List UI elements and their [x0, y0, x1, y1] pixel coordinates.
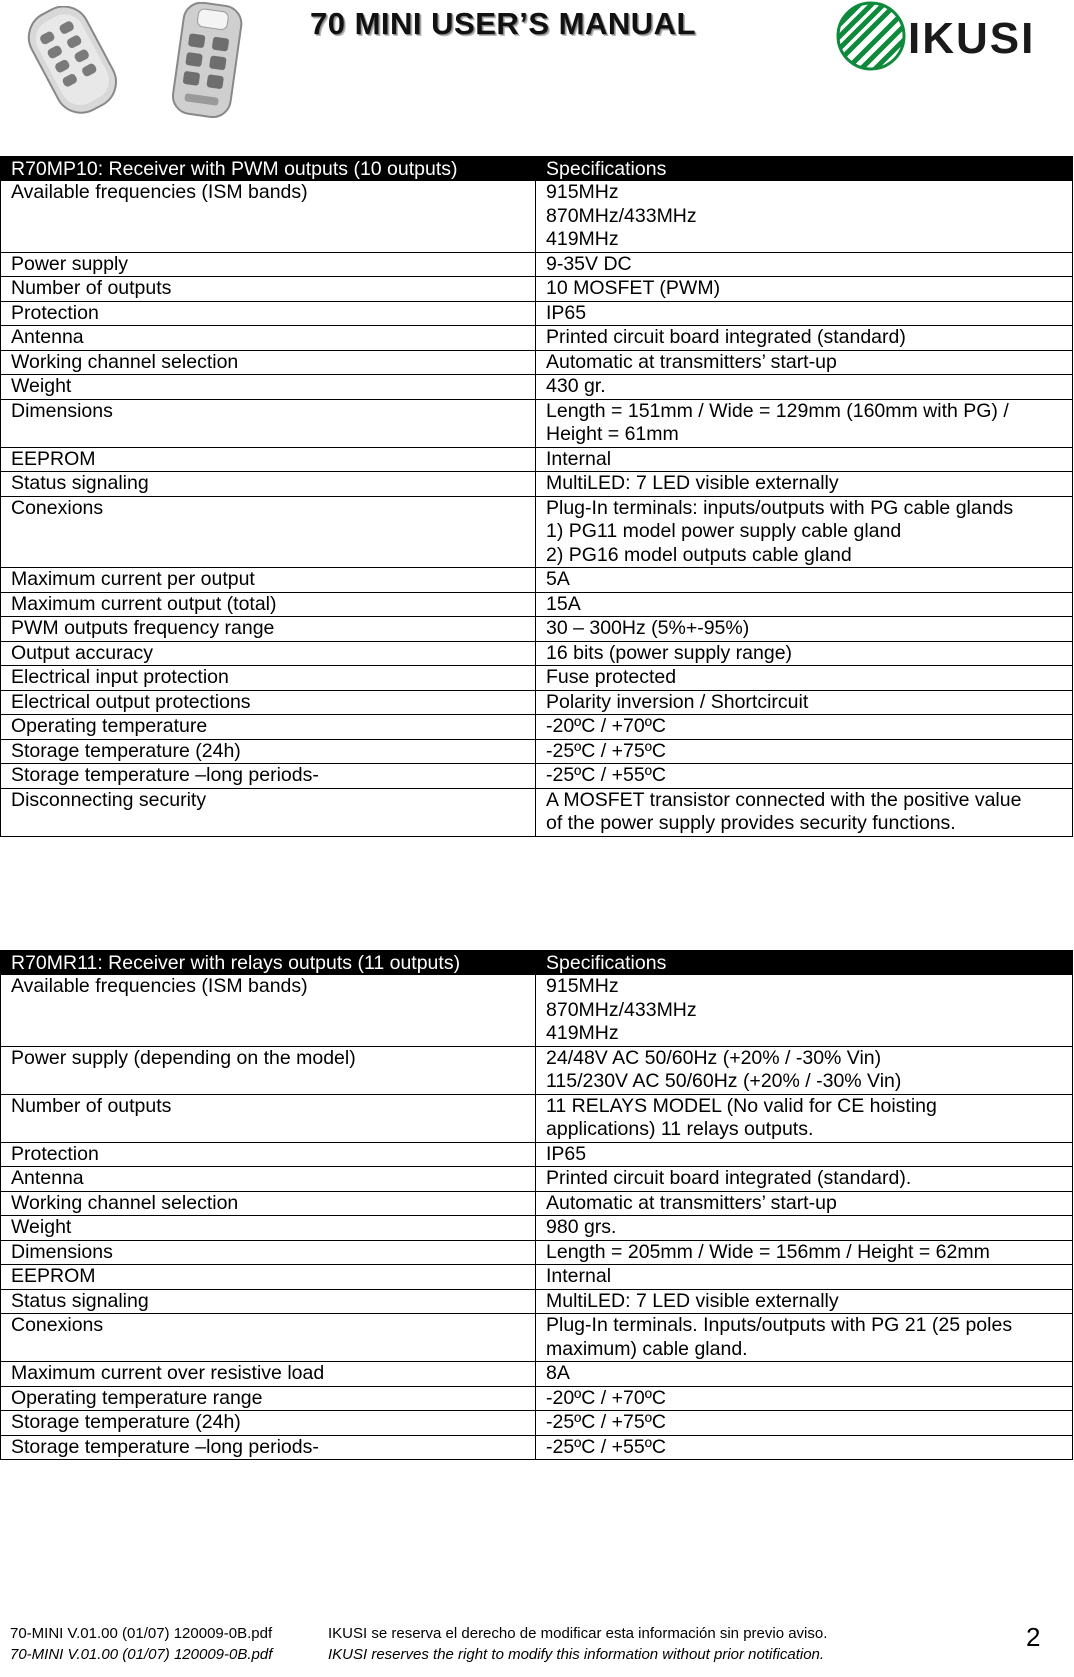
table-row	[1, 1314, 1073, 1362]
spec-value	[536, 788, 1073, 836]
table-row	[1, 277, 1073, 302]
table-row	[1, 715, 1073, 740]
spec-label: Operating temperature range	[1, 1386, 536, 1411]
spec-value	[536, 592, 1073, 617]
spec-value-line: maximum) cable gland.	[546, 1337, 748, 1360]
spec-value-line: Plug-In terminals: inputs/outputs with PG cable glands	[546, 496, 1014, 519]
spec-value	[536, 326, 1073, 351]
spec-value-line: Polarity inversion / Shortcircuit	[546, 690, 809, 713]
spec-value	[536, 1411, 1073, 1436]
spec-value	[536, 1386, 1073, 1411]
spec-value-line: -20ºC / +70ºC	[546, 715, 666, 737]
spec-value	[536, 1191, 1073, 1216]
spec-value-line: Printed circuit board integrated (standard)	[546, 326, 906, 348]
table-row	[1, 592, 1073, 617]
spec-value	[536, 975, 1073, 1047]
spec-label: Power supply	[1, 252, 536, 277]
spec-label: Disconnecting security	[1, 788, 536, 836]
spec-value	[536, 764, 1073, 789]
spec-label: Status signaling	[1, 1289, 536, 1314]
footer-document-ref: 70-MINI V.01.00 (01/07) 120009-0B.pdf	[10, 1625, 273, 1642]
spec-value	[536, 641, 1073, 666]
table-row	[1, 1435, 1073, 1460]
spec-label: Maximum current over resistive load	[1, 1362, 536, 1387]
spec-label: Maximum current per output	[1, 568, 536, 593]
table-row	[1, 447, 1073, 472]
spec-label: Status signaling	[1, 472, 536, 497]
spec-label: Number of outputs	[1, 277, 536, 302]
spec-value-line: 5A	[546, 568, 570, 590]
table-row	[1, 739, 1073, 764]
spec-value	[536, 472, 1073, 497]
spec-value-line: 8A	[546, 1362, 570, 1384]
table-row	[1, 1386, 1073, 1411]
spec-value	[536, 447, 1073, 472]
spec-value-line: 1) PG11 model power supply cable gland	[546, 520, 902, 542]
spec-label: Antenna	[1, 1167, 536, 1192]
table-row	[1, 1411, 1073, 1436]
spec-label: Antenna	[1, 326, 536, 351]
spec-value	[536, 181, 1073, 253]
table-row	[1, 1191, 1073, 1216]
spec-value	[536, 617, 1073, 642]
spec-value	[536, 1240, 1073, 1265]
spec-value	[536, 496, 1073, 568]
logo-text: IKUSI	[908, 14, 1036, 63]
spec-value-line: -20ºC / +70ºC	[546, 1386, 666, 1409]
spec-value-line: IP65	[546, 1142, 587, 1165]
spec-label: Dimensions	[1, 1240, 536, 1265]
spec-value-line: Automatic at transmitters’ start-up	[546, 350, 837, 373]
spec-value	[536, 1046, 1073, 1094]
table-header-row	[1, 157, 1073, 181]
spec-label: EEPROM	[1, 447, 536, 472]
table-row	[1, 1289, 1073, 1314]
spec-label: Storage temperature (24h)	[1, 1411, 536, 1436]
table-header-title: R70MR11: Receiver with relays outputs (11 outputs)	[1, 951, 536, 975]
spec-label: Storage temperature –long periods-	[1, 764, 536, 789]
spec-label: Protection	[1, 1142, 536, 1167]
spec-value	[536, 1142, 1073, 1167]
spec-table-r70mp10	[0, 156, 1073, 837]
spec-value	[536, 690, 1073, 715]
table-header-specifications: Specifications	[536, 157, 1073, 181]
spec-value-line: 419MHz	[546, 1022, 619, 1044]
spec-value-line: MultiLED: 7 LED visible externally	[546, 472, 839, 494]
spec-value	[536, 1289, 1073, 1314]
spec-value-line: 915MHz	[546, 975, 619, 997]
spec-value	[536, 568, 1073, 593]
spec-value-line: of the power supply provides security functions.	[546, 812, 956, 834]
table-row	[1, 690, 1073, 715]
table-row	[1, 375, 1073, 400]
spec-label: Protection	[1, 301, 536, 326]
table-row	[1, 1265, 1073, 1290]
table-header-row	[1, 951, 1073, 975]
page-footer	[10, 1625, 1060, 1667]
spec-value-line: 11 RELAYS MODEL (No valid for CE hoisting	[546, 1094, 937, 1117]
spec-value	[536, 1265, 1073, 1290]
spec-value-line: Plug-In terminals. Inputs/outputs with PG 21 (25 poles	[546, 1314, 1013, 1336]
table-row	[1, 1094, 1073, 1142]
spec-value-line: 915MHz	[546, 181, 619, 203]
spec-value	[536, 252, 1073, 277]
spec-label: Available frequencies (ISM bands)	[1, 181, 536, 253]
table-row	[1, 666, 1073, 691]
spec-value-line: Internal	[546, 1265, 612, 1287]
spec-label: Weight	[1, 375, 536, 400]
ikusi-logo-icon	[834, 0, 908, 74]
spec-label: Dimensions	[1, 399, 536, 447]
spec-label: Storage temperature (24h)	[1, 739, 536, 764]
table-row	[1, 350, 1073, 375]
spec-value	[536, 1435, 1073, 1460]
table-row	[1, 496, 1073, 568]
spec-value	[536, 1094, 1073, 1142]
table-row	[1, 301, 1073, 326]
spec-value	[536, 375, 1073, 400]
spec-value-line: 430 gr.	[546, 375, 606, 397]
spec-value-line: Fuse protected	[546, 666, 677, 688]
spec-value	[536, 1167, 1073, 1192]
footer-notice-en: IKUSI reserves the right to modify this information without prior notification.	[328, 1646, 825, 1663]
spec-value-line: Internal	[546, 447, 612, 470]
spec-value	[536, 399, 1073, 447]
table-header-title: R70MP10: Receiver with PWM outputs (10 outputs)	[1, 157, 536, 181]
remote-control-image-2	[168, 2, 248, 120]
spec-value-line: 16 bits (power supply range)	[546, 641, 793, 664]
table-row	[1, 568, 1073, 593]
table-row	[1, 1240, 1073, 1265]
spec-label: Storage temperature –long periods-	[1, 1435, 536, 1460]
spec-value-line: 980 grs.	[546, 1216, 617, 1238]
spec-label: Conexions	[1, 1314, 536, 1362]
spec-value-line: 115/230V AC 50/60Hz (+20% / -30% Vin)	[546, 1070, 902, 1092]
table-row	[1, 1142, 1073, 1167]
spec-value-line: 870MHz/433MHz	[546, 998, 697, 1021]
spec-value-line: A MOSFET transistor connected with the positive value	[546, 788, 1022, 811]
spec-value-line: -25ºC / +75ºC	[546, 739, 666, 762]
table-row	[1, 617, 1073, 642]
spec-value-line: -25ºC / +75ºC	[546, 1411, 666, 1433]
table-row	[1, 641, 1073, 666]
page-number: 2	[1026, 1622, 1041, 1652]
table-header-specifications: Specifications	[536, 951, 1073, 975]
table-row	[1, 1362, 1073, 1387]
spec-value-line: Length = 205mm / Wide = 156mm / Height = 62mm	[546, 1240, 990, 1263]
spec-value	[536, 715, 1073, 740]
spec-label: Available frequencies (ISM bands)	[1, 975, 536, 1047]
spec-value-line: 2) PG16 model outputs cable gland	[546, 543, 852, 566]
spec-value	[536, 277, 1073, 302]
table-row	[1, 788, 1073, 836]
spec-label: Conexions	[1, 496, 536, 568]
spec-label: PWM outputs frequency range	[1, 617, 536, 642]
spec-value-line: 24/48V AC 50/60Hz (+20% / -30% Vin)	[546, 1046, 882, 1069]
spec-label: Electrical input protection	[1, 666, 536, 691]
footer-notice-es: IKUSI se reserva el derecho de modificar esta información sin previo aviso.	[328, 1625, 828, 1642]
spec-value-line: MultiLED: 7 LED visible externally	[546, 1289, 839, 1312]
page-title: 70 MINI USER’S MANUAL	[310, 6, 696, 41]
page-header	[0, 0, 1074, 130]
spec-value-line: Length = 151mm / Wide = 129mm (160mm with PG) /	[546, 399, 1009, 422]
spec-label: Power supply (depending on the model)	[1, 1046, 536, 1094]
spec-label: Electrical output protections	[1, 690, 536, 715]
spec-value	[536, 1362, 1073, 1387]
spec-value-line: Height = 61mm	[546, 423, 679, 445]
spec-value-line: -25ºC / +55ºC	[546, 764, 666, 786]
spec-value-line: applications) 11 relays outputs.	[546, 1118, 814, 1140]
spec-label: Weight	[1, 1216, 536, 1241]
spec-label: Operating temperature	[1, 715, 536, 740]
table-row	[1, 326, 1073, 351]
table-row	[1, 764, 1073, 789]
footer-document-ref-italic: 70-MINI V.01.00 (01/07) 120009-0B.pdf	[10, 1646, 273, 1663]
table-row	[1, 252, 1073, 277]
spec-value-line: 15A	[546, 592, 581, 615]
spec-value-line: 419MHz	[546, 228, 619, 250]
spec-value-line: 870MHz/433MHz	[546, 204, 697, 227]
spec-value	[536, 739, 1073, 764]
spec-value-line: 9-35V DC	[546, 252, 632, 275]
spec-label: Number of outputs	[1, 1094, 536, 1142]
spec-value	[536, 350, 1073, 375]
table-row	[1, 181, 1073, 253]
spec-label: Maximum current output (total)	[1, 592, 536, 617]
table-row	[1, 399, 1073, 447]
spec-value	[536, 1314, 1073, 1362]
spec-label: Output accuracy	[1, 641, 536, 666]
spec-value-line: Printed circuit board integrated (standard).	[546, 1167, 912, 1189]
spec-table-r70mr11	[0, 950, 1073, 1460]
spec-value-line: 10 MOSFET (PWM)	[546, 277, 721, 299]
remote-control-image-1	[12, 6, 132, 116]
spec-value-line: -25ºC / +55ºC	[546, 1435, 666, 1458]
spec-label: EEPROM	[1, 1265, 536, 1290]
spec-value	[536, 666, 1073, 691]
spec-label: Working channel selection	[1, 1191, 536, 1216]
table-row	[1, 472, 1073, 497]
table-row	[1, 975, 1073, 1047]
spec-label: Working channel selection	[1, 350, 536, 375]
spec-value-line: IP65	[546, 301, 587, 324]
table-row	[1, 1167, 1073, 1192]
table-row	[1, 1046, 1073, 1094]
spec-value-line: 30 – 300Hz (5%+-95%)	[546, 617, 750, 639]
spec-value-line: Automatic at transmitters’ start-up	[546, 1191, 837, 1214]
table-row	[1, 1216, 1073, 1241]
spec-value	[536, 301, 1073, 326]
spec-value	[536, 1216, 1073, 1241]
